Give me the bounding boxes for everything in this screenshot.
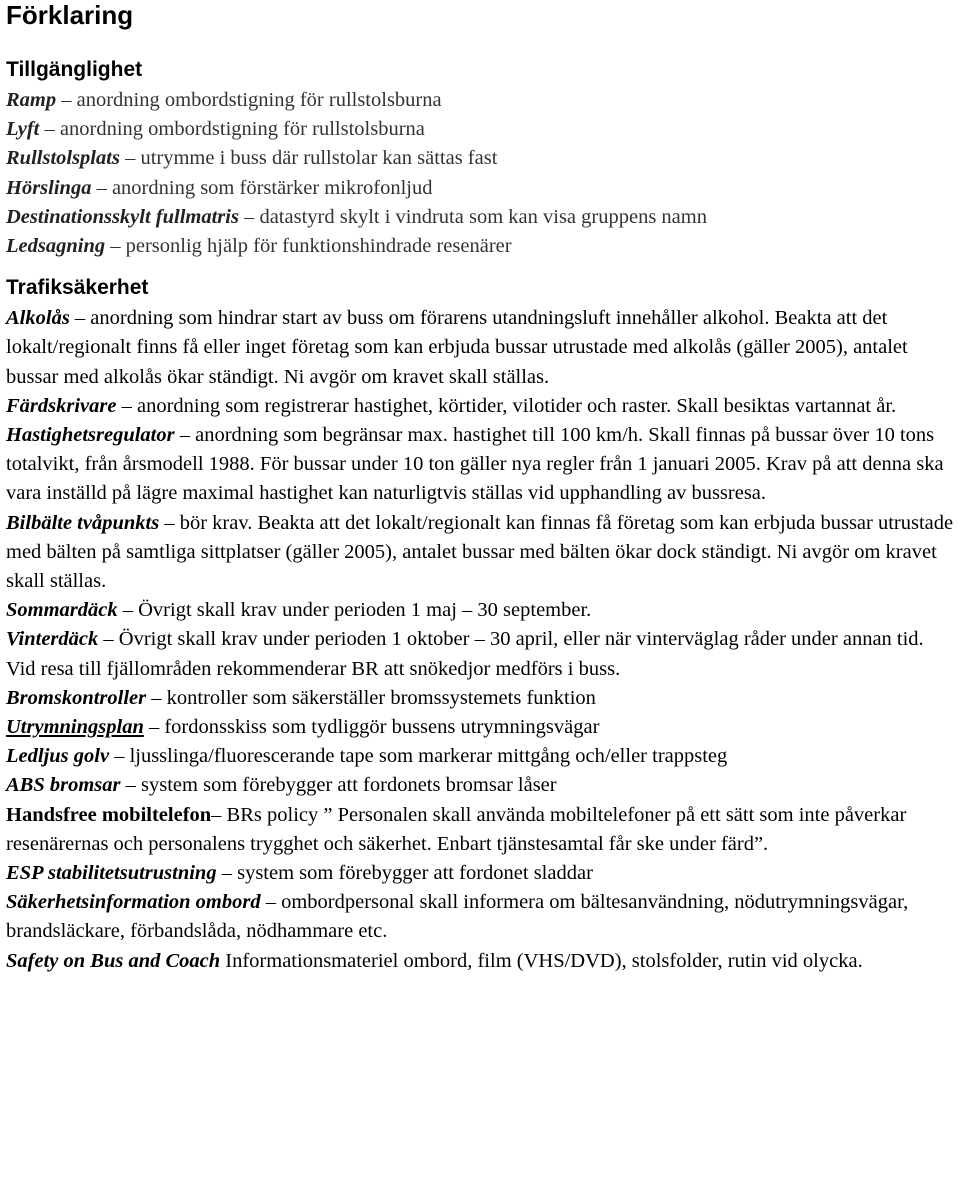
glossary-definition: anordning som begränsar max. hastighet till 100 km/h. Skall finnas på bussar över 10 tons totalvikt, från årsmodell 1988. För bussar under 10 ton gäller nya regler från 1 januari 2005. Krav på att denna ska vara inställd på lägre maximal hastighet kan naturligtvis ställas vid upphandling av bussresa. bbox=[6, 424, 944, 505]
separator: – bbox=[174, 424, 196, 447]
glossary-definition: BRs policy ” Personalen skall använda mobiltelefoner på ett sätt som inte påverkar resenärernas och personalens trygghet och säkerhet. Enbart tjänstesamtal får ske under färd”. bbox=[6, 803, 907, 855]
glossary-entry bbox=[6, 304, 954, 392]
glossary-term: Destinationsskylt fullmatris bbox=[6, 205, 239, 228]
glossary-term: Utrymningsplan bbox=[6, 716, 144, 739]
glossary-definition: fordonsskiss som tydliggör bussens utrymningsvägar bbox=[164, 716, 600, 739]
section-heading-accessibility: Tillgänglighet bbox=[6, 58, 143, 81]
glossary-entry bbox=[6, 596, 954, 625]
glossary-term: Rullstolsplats bbox=[6, 147, 120, 170]
glossary-entry bbox=[6, 859, 954, 888]
separator: – bbox=[105, 235, 126, 258]
separator: – bbox=[159, 511, 180, 534]
glossary-term: Bilbälte tvåpunkts bbox=[6, 511, 160, 534]
glossary-definition: bör krav. Beakta att det lokalt/regionalt kan finnas få företag som kan erbjuda bussar utrustade med bälten på samtliga sittplatser (gäller 2005), antalet bussar med bälten ökar dock ständigt. Ni avgör om kravet skall ställas. bbox=[6, 511, 954, 593]
glossary-term: Alkolås bbox=[6, 307, 70, 330]
glossary-term: Ledsagning bbox=[6, 235, 106, 258]
glossary-entry bbox=[6, 509, 954, 597]
page-title: Förklaring bbox=[6, 0, 134, 30]
separator: – bbox=[39, 118, 60, 141]
glossary-term: ABS bromsar bbox=[6, 774, 121, 797]
glossary-definition: system som förebygger att fordonet sladdar bbox=[237, 862, 593, 885]
separator: – bbox=[216, 862, 238, 885]
glossary-definition: ombordpersonal skall informera om bältesanvändning, nödutrymningsvägar, brandsläckare, förbandslåda, nödhammare etc. bbox=[6, 891, 909, 943]
glossary-definition: Informationsmateriel ombord, film (VHS/DVD), stolsfolder, rutin vid olycka. bbox=[225, 949, 863, 972]
glossary-entry bbox=[6, 392, 954, 421]
separator: – bbox=[109, 745, 130, 768]
separator: – bbox=[146, 686, 167, 709]
glossary-definition: anordning som hindrar start av buss om förarens utandningsluft innehåller alkohol. Beakta att det lokalt/regionalt finns få eller inget företag som kan erbjuda bussar utrustade med alkolås (gäller 2005), antalet bussar med alkolås ökar ständigt. Ni avgör om kravet skall ställas. bbox=[6, 307, 908, 388]
traffic-safety-list bbox=[6, 304, 954, 976]
glossary-entry bbox=[6, 232, 954, 261]
glossary-definition: anordning ombordstigning för rullstolsburna bbox=[59, 118, 425, 141]
glossary-entry bbox=[6, 115, 954, 144]
glossary-definition: system som förebygger att fordonets bromsar låser bbox=[141, 774, 557, 797]
glossary-term: Bromskontroller bbox=[6, 686, 147, 709]
separator: – bbox=[238, 205, 260, 228]
separator: – bbox=[91, 176, 112, 199]
glossary-entry bbox=[6, 888, 954, 946]
glossary-entry bbox=[6, 203, 954, 232]
glossary-definition: personlig hjälp för funktionshindrade resenärer bbox=[125, 235, 512, 258]
glossary-entry bbox=[6, 801, 954, 859]
glossary-entry bbox=[6, 174, 954, 203]
glossary-definition: anordning som förstärker mikrofonljud bbox=[111, 176, 433, 199]
glossary-entry bbox=[6, 947, 954, 976]
glossary-entry bbox=[6, 625, 954, 683]
separator: – bbox=[98, 628, 119, 651]
glossary-term: Vinterdäck bbox=[6, 628, 99, 651]
separator: – bbox=[211, 803, 227, 826]
glossary-definition: kontroller som säkerställer bromssystemets funktion bbox=[166, 686, 596, 709]
separator: – bbox=[116, 394, 137, 417]
separator: – bbox=[56, 89, 77, 111]
glossary-entry bbox=[6, 684, 954, 713]
glossary-term: Handsfree mobiltelefon bbox=[6, 803, 212, 826]
glossary-term: Lyft bbox=[6, 118, 40, 141]
separator: – bbox=[120, 774, 142, 797]
glossary-entry bbox=[6, 144, 954, 173]
section-heading-traffic-safety: Trafiksäkerhet bbox=[6, 276, 149, 300]
glossary-term: Ramp bbox=[6, 89, 57, 111]
separator: – bbox=[69, 307, 91, 330]
glossary-term: Ledljus golv bbox=[6, 745, 110, 768]
glossary-term: Sommardäck bbox=[6, 599, 118, 622]
separator: – bbox=[117, 599, 139, 622]
glossary-definition: Övrigt skall krav under perioden 1 maj – 30 september. bbox=[138, 599, 592, 622]
glossary-term: Hastighetsregulator bbox=[6, 424, 175, 447]
accessibility-list bbox=[6, 86, 954, 261]
glossary-term: Färdskrivare bbox=[6, 394, 117, 417]
separator: – bbox=[143, 716, 165, 739]
glossary-term: Hörslinga bbox=[6, 176, 92, 199]
glossary-definition: datastyrd skylt i vindruta som kan visa gruppens namn bbox=[259, 205, 707, 228]
glossary-definition: – utrymme i buss där rullstolar kan sättas fast bbox=[119, 147, 498, 170]
glossary-definition: anordning ombordstigning för rullstolsburna bbox=[76, 89, 442, 111]
glossary-entry bbox=[6, 742, 954, 771]
glossary-entry bbox=[6, 713, 954, 742]
glossary-definition: ljusslinga/fluorescerande tape som markerar mittgång och/eller trappsteg bbox=[129, 745, 728, 768]
glossary-entry bbox=[6, 421, 954, 509]
glossary-term: Safety on Bus and Coach bbox=[6, 949, 221, 972]
glossary-entry bbox=[6, 771, 954, 800]
glossary-entry bbox=[6, 86, 954, 115]
glossary-definition: Övrigt skall krav under perioden 1 oktober – 30 april, eller när vinterväglag råder under annan tid. Vid resa till fjällområden rekommenderar BR att snökedjor medförs i buss. bbox=[6, 628, 924, 680]
separator: – bbox=[260, 891, 282, 914]
glossary-definition: anordning som registrerar hastighet, körtider, vilotider och raster. Skall besiktas vartannat år. bbox=[136, 394, 897, 417]
glossary-term: Säkerhetsinformation ombord bbox=[6, 891, 261, 914]
glossary-term: ESP stabilitetsutrustning bbox=[6, 862, 217, 885]
